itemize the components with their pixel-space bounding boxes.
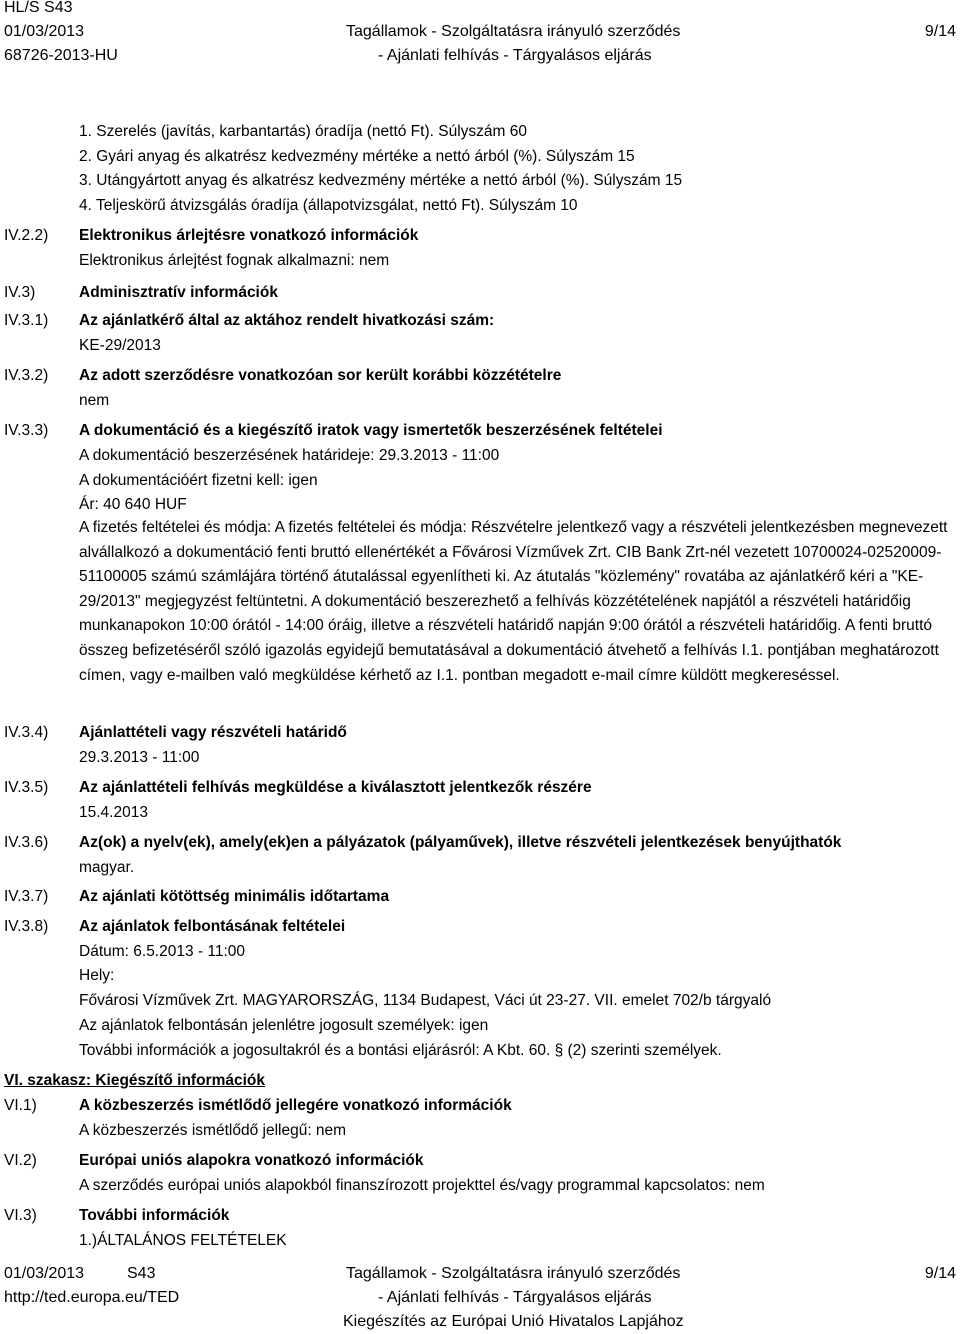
section-title: Az ajánlattételi felhívás megküldése a kiválasztott jelentkezők részére: [79, 779, 592, 796]
section-title: Elektronikus árlejtésre vonatkozó információk: [79, 227, 419, 244]
section-title: Az adott szerződésre vonatkozóan sor került korábbi közzétételre: [79, 367, 562, 384]
section-title: Az ajánlatkérő által az aktához rendelt hivatkozási szám:: [79, 312, 495, 329]
section-number: IV.3.6): [4, 834, 49, 851]
footer-date: 01/03/2013: [4, 1265, 85, 1282]
section-title: Az ajánlatok felbontásának feltételei: [79, 918, 346, 935]
payment-terms-paragraph: A fizetés feltételei és módja: A fizetés feltételei és módja: Részvételre jelentkező vagy a részvételi jelentkezésben megnevezett alvállalkozó a dokumentáció fenti bruttó ellenértékét a Fővárosi Vízművek Zrt. CIB Bank Zrt-nél vezetett 10700024-02520009-51100005 számú számlájára történő átutalással egyenlítheti ki. Az átutalás "közlemény" rovatába az ajánlatkérő kéri a "KE-29/2013" megjegyzést feltüntetni. A dokumentáció beszerezhető a felhívás közzétételének napjától a részvételi határidőig munkanapokon 10:00 órától - 14:00 óráig, illetve a részvételi határidő napján 9:00 órától a részvételi határidőig. A fenti bruttó összeg befizetéséről szóló igazolás egyidejű bemutatásával a dokumentáció átvehető a felhívás I.1. pontjában meghatározott címen, vagy e-mailben való megküldése kérhető az I.1. pontban megadott e-mail címre küldött megkereséssel.: [79, 519, 948, 684]
notice-number: 68726-2013-HU: [4, 47, 118, 64]
section-text: nem: [79, 392, 110, 409]
document-price: Ár: 40 640 HUF: [79, 496, 187, 513]
footer-title-line1: Tagállamok - Szolgáltatásra irányuló szerződés: [346, 1265, 681, 1282]
reference-number: KE-29/2013: [79, 337, 161, 354]
section-number: VI.2): [4, 1152, 37, 1169]
section-number: IV.3.8): [4, 918, 49, 935]
section-text: A közbeszerzés ismétlődő jellegű: nem: [79, 1122, 347, 1139]
section-heading: VI. szakasz: Kiegészítő információk: [4, 1072, 266, 1089]
header-page-number: 9/14: [924, 23, 956, 40]
section-text: 1.)ÁLTALÁNOS FELTÉTELEK: [79, 1232, 287, 1249]
section-title: Adminisztratív információk: [79, 284, 278, 301]
section-title: Az(ok) a nyelv(ek), amely(ek)en a pályázatok (pályaművek), illetve részvételi jelentkezések benyújthatók: [79, 834, 842, 851]
header-title-line1: Tagállamok - Szolgáltatásra irányuló szerződés: [346, 23, 681, 40]
section-text: 15.4.2013: [79, 804, 148, 821]
section-number: VI.1): [4, 1097, 37, 1114]
footer-series: S43: [127, 1265, 156, 1282]
section-title: További információk: [79, 1207, 230, 1224]
header-date: 01/03/2013: [4, 23, 85, 40]
criterion-2: 2. Gyári anyag és alkatrész kedvezmény mértéke a nettó árból (%). Súlyszám 15: [79, 148, 635, 165]
section-text: Elektronikus árlejtést fognak alkalmazni: nem: [79, 252, 390, 269]
persons-authorised: Az ajánlatok felbontásán jelenlétre jogosult személyek: igen: [79, 1017, 489, 1034]
section-number: IV.3.4): [4, 724, 49, 741]
criterion-4: 4. Teljeskörű átvizsgálás óradíja (állapotvizsgálat, nettó Ft). Súlyszám 10: [79, 197, 578, 214]
section-text: 29.3.2013 - 11:00: [79, 749, 200, 766]
section-number: IV.3.2): [4, 367, 49, 384]
section-text: A szerződés európai uniós alapokból finanszírozott projekttel és/vagy programmal kapcsolatos: nem: [79, 1177, 765, 1194]
opening-date: Dátum: 6.5.2013 - 11:00: [79, 943, 246, 960]
document-deadline: A dokumentáció beszerzésének határideje: 29.3.2013 - 11:00: [79, 447, 500, 464]
section-number: IV.3.3): [4, 422, 49, 439]
footer-title-line2: - Ajánlati felhívás - Tárgyalásos eljárás: [378, 1289, 652, 1306]
opening-place-label: Hely:: [79, 967, 115, 984]
header-title-line2: - Ajánlati felhívás - Tárgyalásos eljárás: [378, 47, 652, 64]
section-number: IV.3.1): [4, 312, 49, 329]
section-number: IV.3): [4, 284, 36, 301]
doc-id: HL/S S43: [4, 0, 73, 16]
section-title: Ajánlattételi vagy részvételi határidő: [79, 724, 347, 741]
section-title: Európai uniós alapokra vonatkozó információk: [79, 1152, 424, 1169]
section-number: IV.3.5): [4, 779, 49, 796]
criterion-3: 3. Utángyártott anyag és alkatrész kedvezmény mértéke a nettó árból (%). Súlyszám 15: [79, 172, 683, 189]
opening-place: Fővárosi Vízművek Zrt. MAGYARORSZÁG, 1134 Budapest, Váci út 23-27. VII. emelet 702/b tárgyaló: [79, 992, 772, 1009]
section-title: A dokumentáció és a kiegészítő iratok vagy ismertetők beszerzésének feltételei: [79, 422, 663, 439]
criterion-1: 1. Szerelés (javítás, karbantartás) óradíja (nettó Ft). Súlyszám 60: [79, 123, 527, 140]
section-number: IV.2.2): [4, 227, 49, 244]
opening-procedure-info: További információk a jogosultakról és a bontási eljárásról: A Kbt. 60. § (2) szerinti személyek.: [79, 1042, 722, 1059]
section-number: VI.3): [4, 1207, 37, 1224]
payment-required: A dokumentációért fizetni kell: igen: [79, 472, 318, 489]
section-title: A közbeszerzés ismétlődő jellegére vonatkozó információk: [79, 1097, 512, 1114]
footer-title-line3: Kiegészítés az Európai Unió Hivatalos Lapjához: [343, 1313, 684, 1330]
section-number: IV.3.7): [4, 888, 49, 905]
footer-url-link[interactable]: http://ted.europa.eu/TED: [4, 1289, 180, 1306]
section-text: magyar.: [79, 859, 135, 876]
section-title: Az ajánlati kötöttség minimális időtartama: [79, 888, 390, 905]
footer-page-number: 9/14: [924, 1265, 956, 1282]
